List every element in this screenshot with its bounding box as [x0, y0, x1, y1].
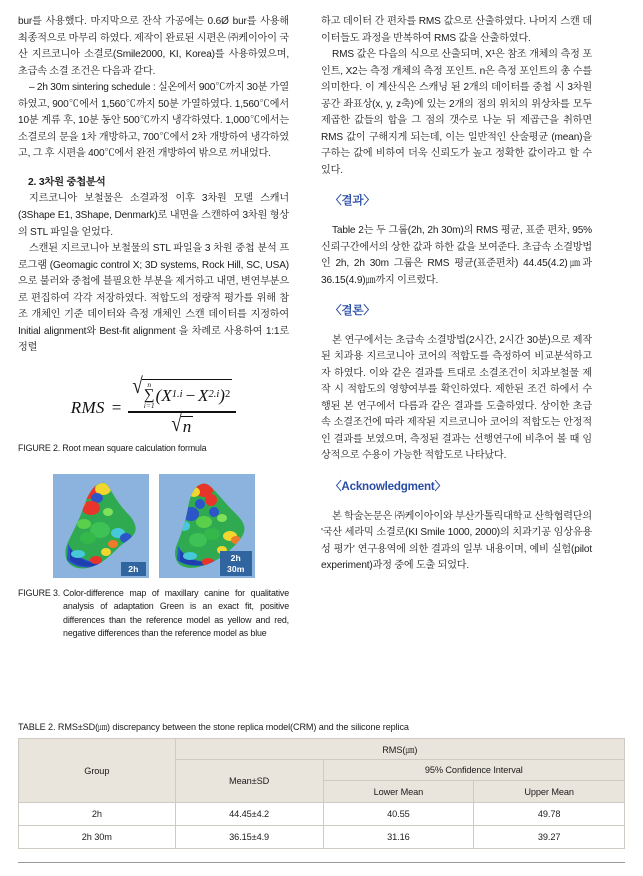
formula-equals: =: [111, 397, 122, 417]
formula-numerator: [128, 373, 236, 412]
cell-group: 2h 30m: [19, 826, 176, 849]
color-difference-map-2h-30m: [159, 474, 255, 578]
table-header-mean-sd: Mean±SD: [175, 760, 323, 803]
radical-body: [142, 379, 232, 410]
table-header-upper-mean: Upper Mean: [474, 781, 625, 803]
cell-upper-mean: 39.27: [474, 826, 625, 849]
left-paragraph-4: 스캔된 지르코니아 보철물의 STL 파일을 3 차원 중첩 분석 프로그램 (Geomagic control X; 3D systems, Rock Hill, SC, USA)으로 불러와 중첩에 블필요한 부분을 제거하고 내면, 변연부분으로 편집하여 각각 저장하였다. 적합도의 정량적 평가를 위해 참조 개체인 기준 데이터와 측정 개체인 스캔 데이터를 지정하여 Initial alignment와 Best-fit alignment 을 차례로 사용하여 1:1로 정렬: [18, 243, 289, 354]
right-paragraph-3: Table 2는 두 그룹(2h, 2h 30m)의 RMS 평균, 표준 편차, 95% 신뢰구간에서의 상한 값과 하한 값을 보여준다. 초급속 소결방법인 2h, 2h 30m 그룹은 RMS 평균(표준편차) 44.45(4.2)㎛과 36.15(4.9)㎛까지 이르렀다.: [321, 224, 592, 286]
right-paragraph-4: 본 연구에서는 초급속 소결방법(2시간, 2시간 30분)으로 제작된 치과용 지르코니아 코어의 적합도를 측정하여 비교분석하고자 하였다. 이와 같은 결과를 트대로 소결조건이 치과보철물 제작 시 적합도의 영향여부를 확인하였다. 제한된 조건 하에서 수행된 본 연구에서 다름과 같은 결과를 도출하였다. 상이한 초급속 소결조건에 따라 제작된 지르코니아 코어의 적합도는 안정적인 결과를 보였으며, 측정된 결과는 선행연구에 비추어 볼 때 임상적으로 수용이 가능한 적합도로 나타났다.: [321, 334, 592, 462]
summation-operator: [144, 381, 155, 409]
table-2-body: [19, 803, 625, 849]
figure-2-caption: [18, 442, 289, 455]
left-column: [18, 14, 305, 640]
n-var: n: [182, 417, 192, 437]
figure-3-caption-text: Color-difference map of maxillary canine for qualitative analysis of adaptation Green is an exact fit, positive differences than the reference model as yellow and red, negative differences than the reference model as blue: [63, 588, 289, 639]
square-exponent: 2: [224, 389, 231, 401]
page-bottom-divider: [18, 862, 625, 863]
left-paragraph-1: bur를 사용했다. 마지막으로 잔삭 가공에는 0.6Ø bur를 사용해 최종적으로 마무리 하였다. 제작이 완료된 시편은 ㈜케이아이 국산 지르코니아 소결로(Smile2000, KI, Korea)를 사용하였으며, 초급속 소결 조건은 다음과 같다.: [18, 16, 289, 77]
figure-2-label: FIGURE 2.: [18, 443, 61, 454]
table-header-rms: RMS(㎛): [175, 739, 624, 760]
table-header-row-1: [19, 739, 625, 760]
cell-upper-mean: 49.78: [474, 803, 625, 826]
formula-numerator-radical: [132, 373, 232, 410]
cell-group: 2h: [19, 803, 176, 826]
figure-2-caption-text: Root mean square calculation formula: [62, 443, 207, 454]
cell-lower-mean: 40.55: [323, 803, 474, 826]
sigma-icon: ∑: [143, 386, 155, 403]
cell-mean-sd: 36.15±4.9: [175, 826, 323, 849]
radical-sign-icon: √: [132, 373, 143, 399]
table-2-block: [18, 720, 625, 849]
heading-conclusion: 〈결론〉: [330, 304, 375, 318]
figure-3-badge-2h: 2h: [121, 562, 145, 577]
right-column: [305, 14, 592, 640]
left-paragraph-3: 지르코니아 보철물은 소결과정 이후 3차원 모델 스캐너(3Shape E1, 3Shape, Denmark)로 내면을 스캔하여 3차원 형상의 STL 파일을 얻었다.: [18, 193, 289, 238]
left-paragraph-2: – 2h 30m sintering schedule : 실온에서 900℃까지 30분 가열하였고, 900℃에서 1,560℃까지 50분 가열하였다. 1,560℃에서 10분 계류 후, 10분 동안 500℃까지 냉각하였다. 1,000℃에서는 소결로의 문을 1차 개방하고, 700℃에서 2차 개방하여 냉각하였고, 그 후 시편을 400℃에서 완전 개방하여 밖으로 꺼내었다.: [18, 82, 289, 160]
paren-close: ): [219, 385, 225, 405]
figure-3-images: [18, 474, 289, 578]
right-paragraph-2: RMS 값은 다음의 식으로 산출되며, X¹은 참조 개체의 측정 포인트, X2는 측정 개체의 측정 포인트. n은 측정 포인트의 총 수를 의미한다. 이 계산식은 스캐닝 된 2개의 데이터를 중첩 시 3차원 공간 좌표상(x, y, z축)에 있는 2개의 점의 위치의 위상차를 모두 제곱한 값들의 합을 그 점의 갯수로 나눈 뒤 제곱근을 취하면 RMS 값이 구해지게 되는데, 이는 일반적인 산술평균 (mean)을 구하는 값에 비하여 더욱 신뢰도가 높고 정확한 값이라고 할 수 있다.: [321, 49, 592, 176]
rms-formula: [18, 373, 289, 437]
figure-3-badge-line-1: 2h: [230, 553, 241, 564]
minus-operator: −: [184, 385, 197, 405]
right-paragraph-1: 하고 데이터 간 편차를 RMS 값으로 산출하였다. 나머지 스캔 데이터들도 과정을 반복하여 RMS 값을 산출하였다.: [321, 16, 592, 44]
right-paragraph-5: 본 학술논문은 ㈜케이아이와 부산가톨릭대학교 산학협력단의 '국산 세라믹 소결로(KI Smile 1000, 2000)의 치과기공 임상유용성 평가' 연구용역에 의한 결과의 일부 내용이며, 예비 실험(pilot experiment)과정 중에 도출 되었다.: [321, 510, 592, 572]
figure-3-label: FIGURE 3.: [18, 588, 61, 599]
formula-denominator: [167, 413, 197, 436]
tooth-color-map-svg: [58, 478, 144, 574]
table-header-group: Group: [19, 739, 176, 803]
sum-upper-limit: n: [147, 380, 152, 390]
x2-subscript: 2.i: [208, 389, 220, 401]
denominator-radical: [171, 411, 193, 437]
formula-fraction: [128, 373, 236, 437]
figure-3-badge-2h-30m: [220, 551, 252, 576]
cell-lower-mean: 31.16: [323, 826, 474, 849]
x1-subscript: 1.i: [171, 389, 183, 401]
formula-lhs: RMS: [70, 397, 105, 417]
figure-3-caption: [18, 587, 289, 640]
radical-body: [181, 416, 194, 436]
heading-acknowledgment: 〈Acknowledgment〉: [330, 480, 446, 494]
x2-var: X: [198, 385, 209, 405]
cell-mean-sd: 44.45±4.2: [175, 803, 323, 826]
table-row: [19, 803, 625, 826]
table-header-confidence-interval: 95% Confidence Interval: [323, 760, 624, 781]
paren-open: (: [155, 385, 162, 405]
figure-3-badge-line-2: 30m: [226, 563, 245, 574]
table-row: [19, 826, 625, 849]
table-2-caption: TABLE 2. RMS±SD(㎛) discrepancy between the stone replica model(CRM) and the silicone replica: [18, 722, 409, 732]
table-header-lower-mean: Lower Mean: [323, 781, 474, 803]
table-2-head: [19, 739, 625, 803]
radical-sign-icon: √: [171, 411, 182, 437]
section-heading-3d-overlap: 2. 3차원 중첩분석: [28, 176, 106, 188]
formula-expression: [70, 373, 236, 437]
sum-lower-limit: i=1: [143, 400, 155, 410]
heading-results: 〈결과〉: [330, 194, 375, 208]
color-difference-map-2h: [53, 474, 149, 578]
table-2: [18, 738, 625, 849]
x1-var: X: [161, 385, 172, 405]
